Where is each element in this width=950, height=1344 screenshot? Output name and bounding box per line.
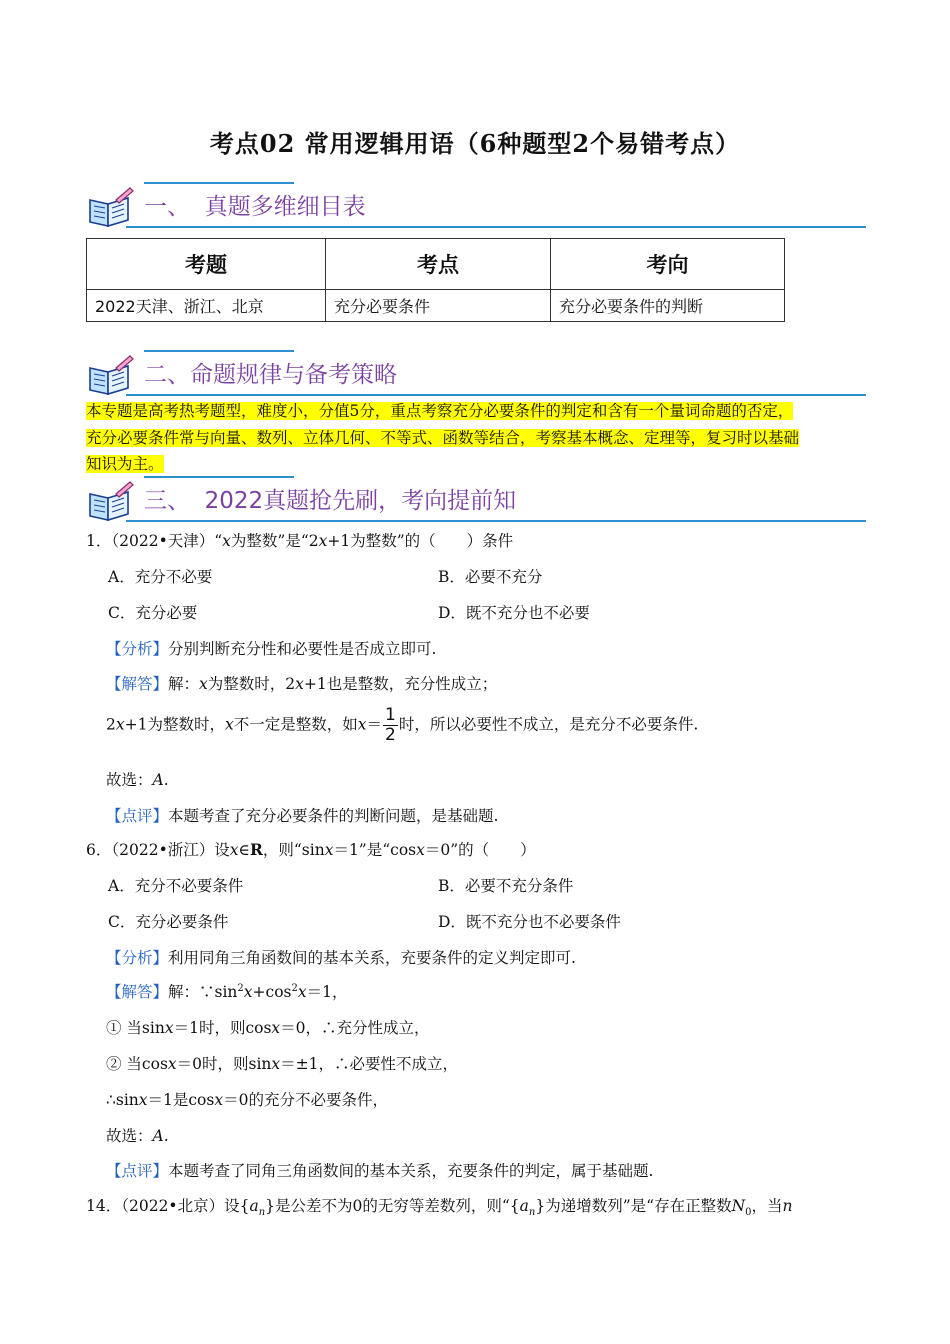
book-icon: [86, 186, 134, 230]
strategy-line: 知识为主。: [86, 455, 164, 473]
strategy-paragraph: [86, 398, 864, 478]
section-3-title: 三、 2022真题抢先刷，考向提前知: [144, 488, 517, 514]
q1-review: 【点评】本题考查了充分必要条件的判断问题，是基础题.: [106, 807, 499, 825]
q1-choice: 故选：A.: [106, 771, 169, 789]
section-2-header: [86, 354, 866, 398]
table-cell: 充分必要条件: [326, 290, 551, 322]
option-c: C．充分必要: [108, 604, 198, 622]
q6-analysis: 【分析】利用同角三角函数间的基本关系，充要条件的定义判定即可.: [106, 949, 576, 967]
book-icon: [86, 354, 134, 398]
strategy-line: 充分必要条件常与向量、数列、立体几何、不等式、函数等结合，考察基本概念、定理等，复习时以基础: [86, 428, 800, 447]
q1-answer: 【解答】解：x为整数时，2x+1也是整数，充分性成立；: [106, 675, 498, 693]
q6-conclusion: ∴sinx＝1是cosx＝0的充分不必要条件，: [106, 1091, 388, 1109]
option-b: B．必要不充分: [438, 568, 543, 586]
page-title: 考点02 常用逻辑用语（6种题型2个易错考点）: [209, 129, 741, 158]
option-b: B．必要不充分条件: [438, 877, 574, 895]
q6-case-2: ② 当cosx＝0时，则sinx＝±1，∴必要性不成立，: [106, 1055, 459, 1073]
strategy-line: 本专题是高考热考题型，难度小，分值5分，重点考察充分必要条件的判定和含有一个量词命题的否定，: [86, 402, 794, 420]
q1-analysis: 【分析】分别判断充分性和必要性是否成立即可.: [106, 640, 437, 658]
q14-stem: 14．（2022•北京）设$\{a_n\}$是公差不为0的无穷等差数列，则“$\{a_n\}$为递增数列”是“存在正整数$N_0$，当n: [86, 1197, 793, 1219]
q6-answer: 【解答】解：$\because\sin^2x+\cos^2x=1$，: [106, 982, 348, 1001]
table-cell: 充分必要条件的判断: [551, 290, 785, 322]
exam-table: [86, 238, 785, 322]
book-icon: [86, 480, 134, 524]
q6-review: 【点评】本题考查了同角三角函数间的基本关系，充要条件的判定，属于基础题.: [106, 1162, 654, 1180]
q6-case-1: ① 当sinx＝1时，则cosx＝0，∴充分性成立，: [106, 1019, 430, 1037]
q1-stem: 1．（2022•天津）“x为整数”是“2x+1为整数”的（ ）条件: [86, 532, 514, 550]
table-header-row: [87, 239, 785, 290]
q6-choice: 故选：A.: [106, 1127, 169, 1145]
option-a: A．充分不必要条件: [108, 877, 244, 895]
table-header-cell: 考题: [87, 239, 326, 290]
option-d: D．既不充分也不必要条件: [438, 913, 621, 931]
q6-stem: 6．（2022•浙江）设x∈R，则“sinx＝1”是“cosx＝0”的（ ）: [86, 840, 536, 859]
table-row: [87, 290, 785, 322]
section-2-title: 二、命题规律与备考策略: [144, 362, 397, 388]
option-a: A．充分不必要: [108, 568, 213, 586]
option-d: D．既不充分也不必要: [438, 604, 590, 622]
q1-answer-line2: 2x+1为整数时，x不一定是整数，如x＝ $\frac{1}{2}$ 时，所以必要性不成立，是充分不必要条件.: [106, 705, 699, 745]
table-cell: 2022天津、浙江、北京: [87, 290, 326, 322]
table-header-cell: 考向: [551, 239, 785, 290]
section-3-header: [86, 480, 866, 524]
section-1-header: [86, 186, 866, 230]
table-header-cell: 考点: [326, 239, 551, 290]
section-1-title: 一、 真题多维细目表: [144, 194, 366, 220]
fraction-one-half: $\frac{1}{2}$: [385, 705, 396, 745]
option-c: C．充分必要条件: [108, 913, 229, 931]
